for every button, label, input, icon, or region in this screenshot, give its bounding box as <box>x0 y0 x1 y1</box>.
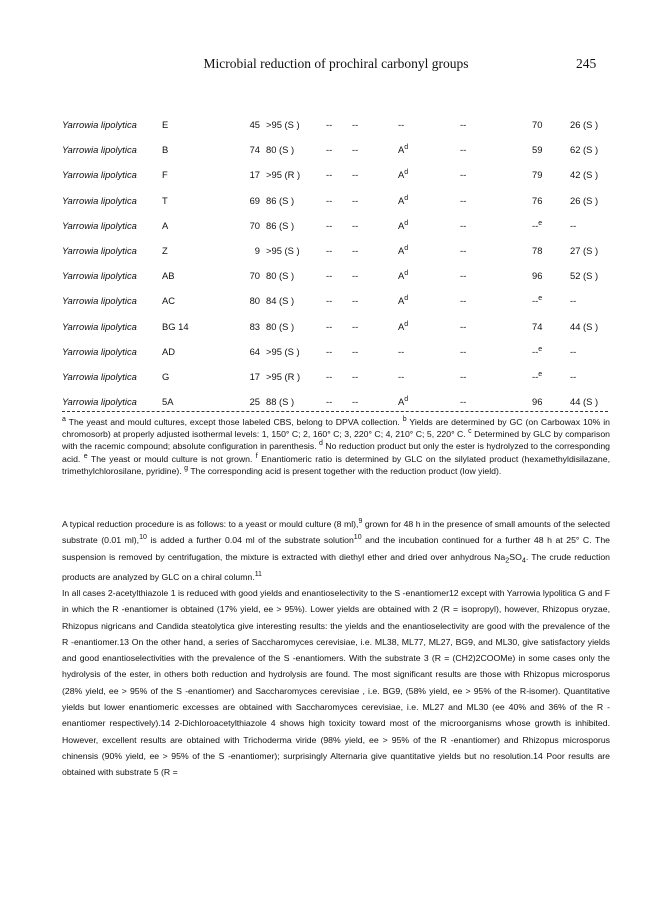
cell-text: Yarrowia lipolytica <box>62 295 137 307</box>
cell-text: -- <box>398 345 405 357</box>
cell-c5 <box>398 314 460 339</box>
cell-text: -- <box>352 295 359 307</box>
cell-c2 <box>266 288 326 313</box>
cell-text: 62 (S ) <box>570 144 599 156</box>
cell-text: 44 (S ) <box>570 396 599 408</box>
cell-text: 59 <box>532 144 543 156</box>
cell-c6 <box>460 263 532 288</box>
cell-c8 <box>570 188 610 213</box>
cell-c1 <box>222 162 266 187</box>
footnote-f-mark: f <box>255 452 258 460</box>
footnote-g: The corresponding acid is present together with the reduction product (low yield). <box>188 465 502 476</box>
cell-c5 <box>398 213 460 238</box>
cell-c5 <box>398 364 460 389</box>
procedure-text-6: . The crude reduction products are analyzed by GLC on a chiral column. <box>62 551 610 582</box>
cell-text: Yarrowia lipolytica <box>62 169 137 181</box>
cell-c4 <box>352 288 398 313</box>
results-table-body <box>62 112 610 414</box>
cell-text: 17 <box>249 370 260 382</box>
cell-text: A <box>398 270 405 282</box>
cell-c7 <box>532 162 570 187</box>
cell-text: BG 14 <box>162 320 189 332</box>
cell-organism <box>62 162 162 187</box>
cell-c1 <box>222 314 266 339</box>
table-row <box>62 162 610 187</box>
cell-text: 74 <box>532 320 543 332</box>
cell-text: -- <box>570 370 577 382</box>
cell-text: 76 <box>532 194 543 206</box>
cell-text: 52 (S ) <box>570 270 599 282</box>
footnote-ref: d <box>404 194 409 202</box>
cell-organism <box>62 314 162 339</box>
footnote-ref: d <box>404 169 409 177</box>
cell-c2 <box>266 137 326 162</box>
cell-c2 <box>266 162 326 187</box>
cell-c7 <box>532 339 570 364</box>
cell-organism <box>62 238 162 263</box>
footnote-g-mark: g <box>184 464 189 472</box>
cell-text: G <box>162 370 170 382</box>
cell-c3 <box>326 263 352 288</box>
cell-c8 <box>570 137 610 162</box>
cell-c1 <box>222 339 266 364</box>
cell-text: -- <box>326 396 333 408</box>
procedure-text-4: and the incubation continued for a further 48 h at 25° C. The suspension is removed by centrifugation, the mixture is extracted with diethyl ether and dried over anhydrous Na <box>62 535 610 562</box>
cell-text: A <box>398 320 405 332</box>
cell-c1 <box>222 288 266 313</box>
table-row <box>62 364 610 389</box>
results-paragraph: In all cases 2-acetylthiazole 1 is reduced with good yields and enantioselectivity to the S -enantiomer12 except with Yarrowia lypolitica G and F in which the R -enantiomer is obtained (17% yield, ee > 95%). Lower yields are obtained with 2 (R = isopropyl), however, Rhizopus oryzae, Rhizopus nigricans and Candida steatolytica give interesting results: the yields and the enantioselectivity are good with the prevalence of the R -enantiomer.13 On the other hand, a series of Saccharomyces cerevisiae, i.e. ML38, ML77, ML27, BG9, and ML30, give satisfactory yields and good enantioselectivities with the prevalence of the S -enantiomers. With the substrate 3 (R = (CH2)2COOMe) in some cases only the hydrolysis of the ester, in others both reduction and hydrolysis are found. The most significant results are those with Rhizopus microsporus (28% yield, ee > 95% of the S -enantiomer) and Saccharomyces cerevisiae , i.e. BG9, (58% yield, ee > 95% of the R-isomer). Quantitative yields but lower enantiomeric excesses are obtained with Saccharomyces cerevisiae, i.e. ML27 and ML30 (ee 40% and 36% of the R -enantiomer respectively).14 2-Dichloroacetylthiazole 4 shows high toxicity toward most of the microorganisms whose growth is inhibited. However, excellent results are obtained with Trichoderma viride (98% yield, ee > 95% of the R -enantiomer) and Rhizopus microsporus chinensis (90% yield, ee > 95% of the S -enantiomer); surprisingly Alternaria give quantitative yields but no resolution.14 Poor results are obtained with substrate 5 (R = <box>62 587 610 778</box>
cell-organism <box>62 112 162 137</box>
cell-text: 9 <box>254 245 260 257</box>
cell-c4 <box>352 213 398 238</box>
table-row <box>62 288 610 313</box>
cell-text: 96 <box>532 396 543 408</box>
cell-text: -- <box>326 345 333 357</box>
cell-c5 <box>398 137 460 162</box>
cell-text: -- <box>532 345 539 357</box>
cell-organism <box>62 188 162 213</box>
cell-text: 79 <box>532 169 543 181</box>
cell-c4 <box>352 339 398 364</box>
cell-strain <box>162 314 222 339</box>
footnote-ref: e <box>538 219 543 227</box>
cell-c3 <box>326 314 352 339</box>
table-row <box>62 339 610 364</box>
cell-text: -- <box>460 396 467 408</box>
cell-text: >95 (S ) <box>266 345 300 357</box>
cell-text: 64 <box>249 345 260 357</box>
cell-text: -- <box>460 370 467 382</box>
cell-text: A <box>398 144 405 156</box>
body-text <box>62 516 610 780</box>
cell-text: -- <box>326 194 333 206</box>
cell-text: Z <box>162 245 168 257</box>
cell-c8 <box>570 238 610 263</box>
cell-strain <box>162 137 222 162</box>
footnote-ref: d <box>404 396 409 404</box>
footnote-ref: d <box>404 245 409 253</box>
cell-text: -- <box>570 219 577 231</box>
cell-organism <box>62 288 162 313</box>
cell-c4 <box>352 162 398 187</box>
cell-c2 <box>266 263 326 288</box>
cell-text: -- <box>326 144 333 156</box>
cell-text: -- <box>570 295 577 307</box>
table-row <box>62 213 610 238</box>
cell-text: -- <box>326 219 333 231</box>
cell-text: -- <box>570 345 577 357</box>
cell-text: -- <box>460 345 467 357</box>
cell-c8 <box>570 364 610 389</box>
cell-c3 <box>326 339 352 364</box>
cell-c1 <box>222 263 266 288</box>
cell-c1 <box>222 137 266 162</box>
footnote-a-mark: a <box>62 416 66 423</box>
footnote-ref: d <box>404 295 409 303</box>
cell-text: -- <box>398 370 405 382</box>
cell-c8 <box>570 263 610 288</box>
cell-c4 <box>352 137 398 162</box>
cell-c1 <box>222 238 266 263</box>
subscript: 2 <box>505 555 510 565</box>
cell-c1 <box>222 213 266 238</box>
cell-text: -- <box>352 219 359 231</box>
cell-text: Yarrowia lipolytica <box>62 270 137 282</box>
cell-text: -- <box>460 320 467 332</box>
cell-text: 69 <box>249 194 260 206</box>
cell-text: -- <box>460 119 467 131</box>
cell-text: A <box>398 295 405 307</box>
cell-organism <box>62 213 162 238</box>
cell-text: >95 (S ) <box>266 119 300 131</box>
cell-c6 <box>460 288 532 313</box>
cell-text: 17 <box>249 169 260 181</box>
cell-c6 <box>460 137 532 162</box>
cell-text: >95 (R ) <box>266 370 301 382</box>
cell-strain <box>162 238 222 263</box>
cell-text: -- <box>352 119 359 131</box>
cell-text: 83 <box>249 320 260 332</box>
footnote-f: Enantiomeric ratio is determined by GLC on the silylated product (hexamethyldisilazane, trimethylchlorosilane, pyridine). <box>62 453 611 476</box>
cell-text: Yarrowia lipolytica <box>62 396 137 408</box>
cell-c6 <box>460 364 532 389</box>
cell-c2 <box>266 339 326 364</box>
cell-text: E <box>162 119 169 131</box>
cell-c8 <box>570 213 610 238</box>
cell-text: -- <box>352 345 359 357</box>
cell-text: 80 <box>249 295 260 307</box>
cell-text: A <box>398 245 405 257</box>
subscript: 4 <box>521 555 526 565</box>
cell-text: -- <box>460 194 467 206</box>
table-row <box>62 263 610 288</box>
cell-text: -- <box>532 370 539 382</box>
running-title: Microbial reduction of prochiral carbonyl groups <box>203 56 469 71</box>
cell-c8 <box>570 162 610 187</box>
cell-c8 <box>570 112 610 137</box>
cell-strain <box>162 213 222 238</box>
cell-text: -- <box>532 219 539 231</box>
cell-text: -- <box>326 295 333 307</box>
cell-c5 <box>398 263 460 288</box>
footnote-ref: d <box>404 270 409 278</box>
cell-c6 <box>460 112 532 137</box>
cell-text: 44 (S ) <box>570 320 599 332</box>
cell-c4 <box>352 112 398 137</box>
cell-c3 <box>326 288 352 313</box>
table-row <box>62 314 610 339</box>
cell-text: -- <box>326 169 333 181</box>
cell-c3 <box>326 188 352 213</box>
cell-c7 <box>532 137 570 162</box>
cell-text: 80 (S ) <box>266 144 295 156</box>
cell-text: T <box>162 194 168 206</box>
cell-text: B <box>162 144 169 156</box>
cell-strain <box>162 288 222 313</box>
table-row <box>62 112 610 137</box>
cell-c2 <box>266 112 326 137</box>
cell-text: 84 (S ) <box>266 295 295 307</box>
cell-c3 <box>326 112 352 137</box>
footnote-ref: e <box>538 370 543 378</box>
cell-text: Yarrowia lipolytica <box>62 144 137 156</box>
footnote-ref: e <box>538 345 543 353</box>
cell-text: 70 <box>532 119 543 131</box>
cell-text: -- <box>352 396 359 408</box>
cell-text: -- <box>460 295 467 307</box>
cell-text: Yarrowia lipolytica <box>62 219 137 231</box>
citation: 10 <box>353 534 362 542</box>
citation: 9 <box>358 518 363 525</box>
cell-text: -- <box>352 169 359 181</box>
table-row <box>62 188 610 213</box>
footnote-a: The yeast and mould cultures, except those labeled CBS, belong to DPVA collection. <box>65 417 403 427</box>
cell-c2 <box>266 188 326 213</box>
cell-c4 <box>352 238 398 263</box>
cell-c4 <box>352 263 398 288</box>
cell-text: -- <box>326 245 333 257</box>
cell-text: -- <box>460 144 467 156</box>
procedure-paragraph <box>62 516 610 585</box>
cell-text: 26 (S ) <box>570 194 599 206</box>
footnote-ref: d <box>404 320 409 328</box>
cell-text: F <box>162 169 168 181</box>
cell-organism <box>62 364 162 389</box>
cell-text: -- <box>460 169 467 181</box>
cell-text: -- <box>460 245 467 257</box>
citation: 11 <box>254 570 262 578</box>
procedure-text-1: A typical reduction procedure is as follows: to a yeast or mould culture (8 ml), <box>62 519 359 529</box>
cell-text: 70 <box>249 270 260 282</box>
cell-text: Yarrowia lipolytica <box>62 345 137 357</box>
cell-text: -- <box>352 370 359 382</box>
footnote-c-mark: c <box>468 428 472 436</box>
cell-strain <box>162 364 222 389</box>
cell-c4 <box>352 188 398 213</box>
cell-text: 80 (S ) <box>266 270 295 282</box>
cell-c5 <box>398 288 460 313</box>
cell-text: -- <box>460 219 467 231</box>
results-table <box>62 112 610 414</box>
cell-text: 26 (S ) <box>570 119 599 131</box>
table-row <box>62 238 610 263</box>
cell-text: AB <box>162 270 175 282</box>
footnote-ref: e <box>538 295 543 303</box>
cell-c4 <box>352 364 398 389</box>
cell-c6 <box>460 238 532 263</box>
cell-c5 <box>398 162 460 187</box>
cell-c1 <box>222 364 266 389</box>
cell-c5 <box>398 188 460 213</box>
cell-c6 <box>460 339 532 364</box>
cell-c2 <box>266 314 326 339</box>
cell-text: -- <box>352 194 359 206</box>
cell-c3 <box>326 364 352 389</box>
cell-strain <box>162 188 222 213</box>
procedure-text-2: grown for 48 h in the presence of small amounts of the selected substrate (0.01 ml), <box>62 519 610 546</box>
cell-text: -- <box>326 370 333 382</box>
footnote-ref: d <box>404 144 409 152</box>
cell-text: -- <box>352 144 359 156</box>
cell-text: A <box>398 219 405 231</box>
cell-text: 96 <box>532 270 543 282</box>
cell-text: -- <box>326 119 333 131</box>
cell-text: -- <box>352 270 359 282</box>
cell-text: 86 (S ) <box>266 219 295 231</box>
cell-text: 27 (S ) <box>570 245 599 257</box>
cell-c7 <box>532 213 570 238</box>
cell-c5 <box>398 238 460 263</box>
cell-text: 74 <box>249 144 260 156</box>
cell-organism <box>62 137 162 162</box>
cell-c3 <box>326 137 352 162</box>
cell-text: 42 (S ) <box>570 169 599 181</box>
cell-text: AD <box>162 345 176 357</box>
cell-c7 <box>532 364 570 389</box>
cell-c5 <box>398 339 460 364</box>
cell-text: -- <box>352 320 359 332</box>
cell-text: A <box>398 169 405 181</box>
cell-c7 <box>532 288 570 313</box>
cell-text: -- <box>460 270 467 282</box>
cell-text: -- <box>326 270 333 282</box>
footnote-b: Yields are determined by GC (on Carbowax 10% in chromosorb) at properly adjusted isothermal levels: 1, 150° C; 2, 160° C; 3, 220° C; 4, 210° C; 5, 220° C. <box>62 417 610 440</box>
cell-c8 <box>570 288 610 313</box>
cell-c5 <box>398 112 460 137</box>
cell-c3 <box>326 213 352 238</box>
cell-text: Yarrowia lipolytica <box>62 320 137 332</box>
cell-c2 <box>266 238 326 263</box>
page-number: 245 <box>576 56 597 71</box>
cell-c8 <box>570 339 610 364</box>
cell-strain <box>162 339 222 364</box>
cell-c1 <box>222 188 266 213</box>
cell-text: A <box>398 194 405 206</box>
cell-strain <box>162 112 222 137</box>
cell-strain <box>162 162 222 187</box>
footnote-c: Determined by GLC by comparison with the racemic compound; absolute configuration in parenthesis. <box>62 429 610 452</box>
cell-c7 <box>532 112 570 137</box>
cell-text: 5A <box>162 396 174 408</box>
footnote-e-mark: e <box>83 452 88 460</box>
cell-c7 <box>532 263 570 288</box>
cell-text: 78 <box>532 245 543 257</box>
footnote-b-mark: b <box>402 416 407 423</box>
cell-text: 88 (S ) <box>266 396 295 408</box>
cell-text: Yarrowia lipolytica <box>62 194 137 206</box>
cell-c7 <box>532 314 570 339</box>
cell-text: >95 (S ) <box>266 245 300 257</box>
cell-text: -- <box>398 119 405 131</box>
cell-text: -- <box>326 320 333 332</box>
cell-c2 <box>266 364 326 389</box>
cell-c6 <box>460 162 532 187</box>
cell-c2 <box>266 213 326 238</box>
footnote-d-mark: d <box>319 440 323 448</box>
cell-c7 <box>532 238 570 263</box>
cell-text: AC <box>162 295 176 307</box>
cell-strain <box>162 263 222 288</box>
cell-c3 <box>326 162 352 187</box>
table-divider <box>62 411 608 412</box>
cell-text: 80 (S ) <box>266 320 295 332</box>
cell-text: -- <box>352 245 359 257</box>
cell-text: 86 (S ) <box>266 194 295 206</box>
cell-c6 <box>460 314 532 339</box>
cell-text: Yarrowia lipolytica <box>62 119 137 131</box>
procedure-text-3: is added a further 0.04 ml of the substrate solution <box>146 535 354 546</box>
cell-c7 <box>532 188 570 213</box>
cell-text: -- <box>532 295 539 307</box>
footnote-ref: d <box>404 219 409 227</box>
footnote-e: The yeast or mould culture is not grown. <box>87 453 256 464</box>
cell-text: 45 <box>249 119 260 131</box>
procedure-text-5: SO <box>509 551 522 562</box>
cell-c8 <box>570 314 610 339</box>
table-footnotes <box>62 416 610 477</box>
cell-c1 <box>222 112 266 137</box>
cell-c3 <box>326 238 352 263</box>
cell-text: >95 (R ) <box>266 169 301 181</box>
cell-text: A <box>398 396 405 408</box>
cell-text: Yarrowia lipolytica <box>62 370 137 382</box>
cell-text: 70 <box>249 219 260 231</box>
cell-c6 <box>460 213 532 238</box>
cell-c4 <box>352 314 398 339</box>
cell-organism <box>62 263 162 288</box>
cell-organism <box>62 339 162 364</box>
table-row <box>62 137 610 162</box>
cell-text: 25 <box>249 396 260 408</box>
cell-text: Yarrowia lipolytica <box>62 245 137 257</box>
footnote-d: No reduction product but only the ester is hydrolyzed to the corresponding acid. <box>62 441 610 464</box>
cell-c6 <box>460 188 532 213</box>
citation: 10 <box>139 534 147 542</box>
cell-text: A <box>162 219 169 231</box>
